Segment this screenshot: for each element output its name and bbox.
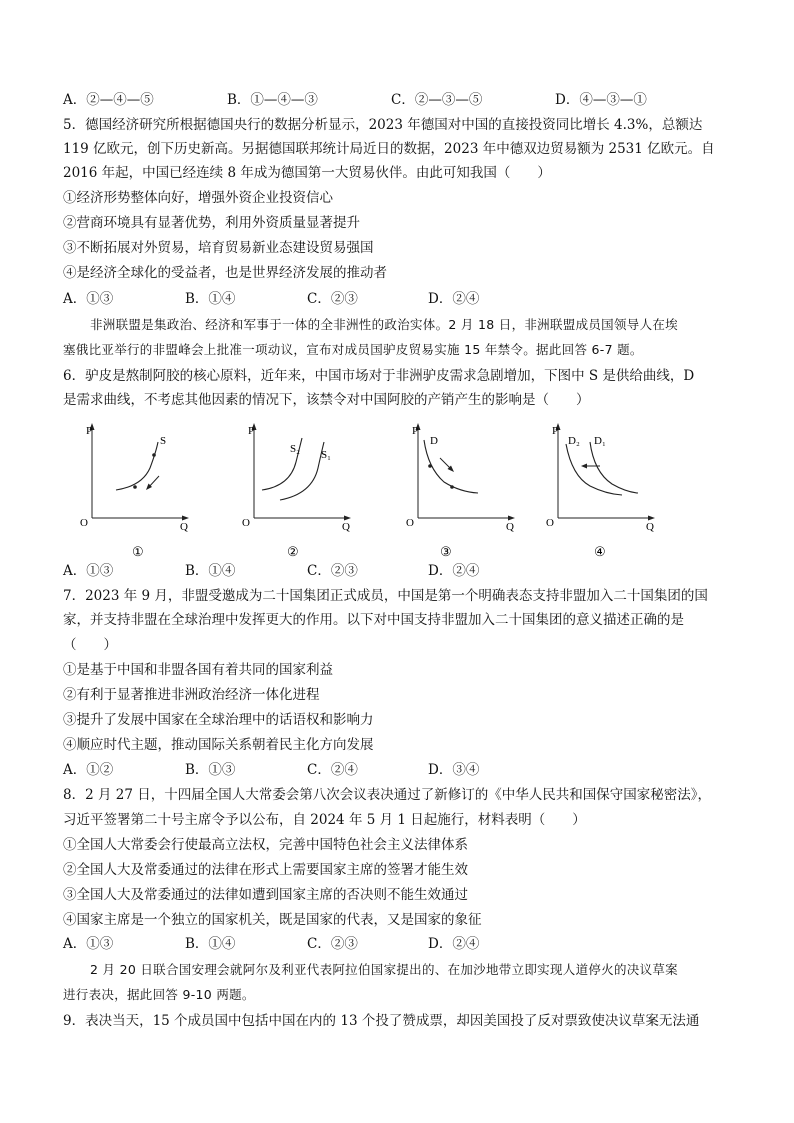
q7-item-2: ②有利于显著推进非洲政治经济一体化进程	[63, 687, 320, 703]
curve-label-d: D	[430, 435, 438, 447]
curve-label-d2: D₂	[568, 435, 580, 447]
q7-item-4: ④顺应时代主题，推动国际关系朝着民主化方向发展	[63, 737, 374, 753]
q7-option-c: C．②④	[307, 762, 358, 778]
q8-option-c: C．②③	[307, 936, 358, 952]
curve-label-s2: S₂	[290, 443, 300, 455]
axis-label-q: Q	[180, 521, 188, 533]
point-upper	[428, 464, 432, 468]
q4-option-b: B．①—④—③	[227, 92, 318, 108]
origin-label: O	[406, 517, 414, 529]
q5-item-1: ①经济形势整体向好，增强外资企业投资信心	[63, 190, 333, 206]
graph-4	[536, 420, 706, 560]
q5-stem-line-1: 5．德国经济研究所根据德国央行的数据分析显示，2023 年德国对中国的直接投资同比增长 4.3%，总额达	[63, 117, 703, 133]
point-upper	[152, 453, 156, 457]
q4-option-a: A．②—④—⑤	[63, 92, 154, 108]
axis-label-p: P	[552, 425, 559, 437]
axis-label-q: Q	[646, 521, 654, 533]
axis-label-p: P	[248, 425, 255, 437]
q7-option-b: B．①③	[185, 762, 236, 778]
q8-item-4: ④国家主席是一个独立的国家机关，既是国家的代表，又是国家的象征	[63, 912, 482, 928]
q5-item-3: ③不断拓展对外贸易，培育贸易新业态建设贸易强国	[63, 240, 374, 256]
graph-label: ③	[440, 544, 452, 559]
q6-option-b: B．①④	[185, 563, 236, 579]
q5-option-c: C．②③	[307, 291, 358, 307]
supply-curve-s1	[280, 442, 324, 500]
q7-stem-line-1: 7．2023 年 9 月，非盟受邀成为二十国集团正式成员，中国是第一个明确表态支持非盟加入二十国集团的国	[63, 588, 708, 604]
demand-curve-d1	[590, 442, 638, 493]
q5-item-2: ②营商环境具有显著优势，利用外资质量显著提升	[63, 215, 360, 231]
q6-stem-line-1: 6．驴皮是熬制阿胶的核心原料，近年来，中国市场对于非洲驴皮需求急剧增加，下图中 S 是供给曲线，D	[63, 368, 695, 384]
q8-stem-line-1: 8．2 月 27 日，十四届全国人大常委会第八次会议表决通过了新修订的《中华人民共和国保守国家秘密法》，	[63, 787, 711, 803]
material-9-10-line-1: 2 月 20 日联合国安理会就阿尔及利亚代表阿拉伯国家提出的、在加沙地带立即实现人道停火的决议草案	[90, 962, 678, 977]
curve-label-s: S	[160, 435, 167, 447]
curve-label-s1: S₁	[321, 449, 331, 461]
material-6-7-line-2: 塞俄比亚举行的非盟峰会上批准一项动议，宣布对成员国驴皮贸易实施 15 年禁令。据此回答 6-7 题。	[63, 342, 643, 357]
q8-item-2: ②全国人大及常委通过的法律在形式上需要国家主席的签署才能生效	[63, 862, 468, 878]
q7-stem-line-3: （ ）	[63, 637, 117, 653]
q5-option-a: A．①③	[63, 291, 114, 307]
graph-label: ④	[594, 544, 606, 559]
q8-option-d: D．②④	[428, 936, 480, 952]
axis-label-p: P	[412, 425, 419, 437]
q8-stem-line-2: 习近平签署第二十号主席令予以公布，自 2024 年 5 月 1 日起施行，材料表明（ ）	[63, 812, 586, 828]
material-6-7-line-1: 非洲联盟是集政治、经济和军事于一体的全非洲性的政治实体。2 月 18 日，非洲联盟成员国领导人在埃	[90, 317, 678, 332]
demand-curve-d2	[566, 444, 622, 495]
origin-label: O	[80, 517, 88, 529]
q5-item-4: ④是经济全球化的受益者，也是世界经济发展的推动者	[63, 265, 387, 281]
q8-option-b: B．①④	[185, 936, 236, 952]
q6-option-d: D．②④	[428, 563, 480, 579]
axis-label-q: Q	[342, 521, 350, 533]
q8-item-1: ①全国人大常委会行使最高立法权，完善中国特色社会主义法律体系	[63, 837, 468, 853]
q5-stem-line-3: 2016 年起，中国已经连续 8 年成为德国第一大贸易伙伴。由此可知我国（ ）	[63, 165, 551, 181]
graph-2	[232, 420, 402, 560]
point-lower	[450, 485, 454, 489]
q7-item-1: ①是基于中国和非盟各国有着共同的国家利益	[63, 662, 333, 678]
q6-option-a: A．①③	[63, 563, 114, 579]
axis-label-q: Q	[506, 521, 514, 533]
q6-stem-line-2: 是需求曲线，不考虑其他因素的情况下，该禁令对中国阿胶的产销产生的影响是（ ）	[63, 392, 590, 408]
graph-label: ②	[287, 544, 299, 559]
axis-label-p: P	[86, 425, 93, 437]
curve-label-d1: D₁	[594, 435, 606, 447]
q7-option-a: A．①②	[63, 762, 114, 778]
q7-stem-line-2: 家，并支持非盟在全球治理中发挥更大的作用。以下对中国支持非盟加入二十国集团的意义描述正确的是	[63, 612, 684, 628]
q4-option-c: C．②—③—⑤	[391, 92, 483, 108]
q9-stem-line-1: 9．表决当天，15 个成员国中包括中国在内的 13 个投了赞成票，却因美国投了反对票致使决议草案无法通	[63, 1013, 700, 1029]
q4-option-d: D．④—③—①	[555, 92, 647, 108]
q6-option-c: C．②③	[307, 563, 358, 579]
q8-item-3: ③全国人大及常委通过的法律如遭到国家主席的否决则不能生效通过	[63, 887, 468, 903]
supply-curve-s	[116, 442, 158, 490]
graph-1	[70, 420, 240, 560]
q8-option-a: A．①③	[63, 936, 114, 952]
graph-label: ①	[132, 544, 144, 559]
q7-item-3: ③提升了发展中国家在全球治理中的话语权和影响力	[63, 712, 374, 728]
q7-option-d: D．③④	[428, 762, 480, 778]
q5-stem-line-2: 119 亿欧元，创下历史新高。另据德国联邦统计局近日的数据，2023 年中德双边贸易额为 2531 亿欧元。自	[63, 141, 715, 157]
origin-label: O	[242, 517, 250, 529]
origin-label: O	[546, 517, 554, 529]
material-9-10-line-2: 进行表决，据此回答 9-10 两题。	[63, 987, 255, 1002]
point-lower	[133, 485, 137, 489]
q5-option-b: B．①④	[185, 291, 236, 307]
q5-option-d: D．②④	[428, 291, 480, 307]
